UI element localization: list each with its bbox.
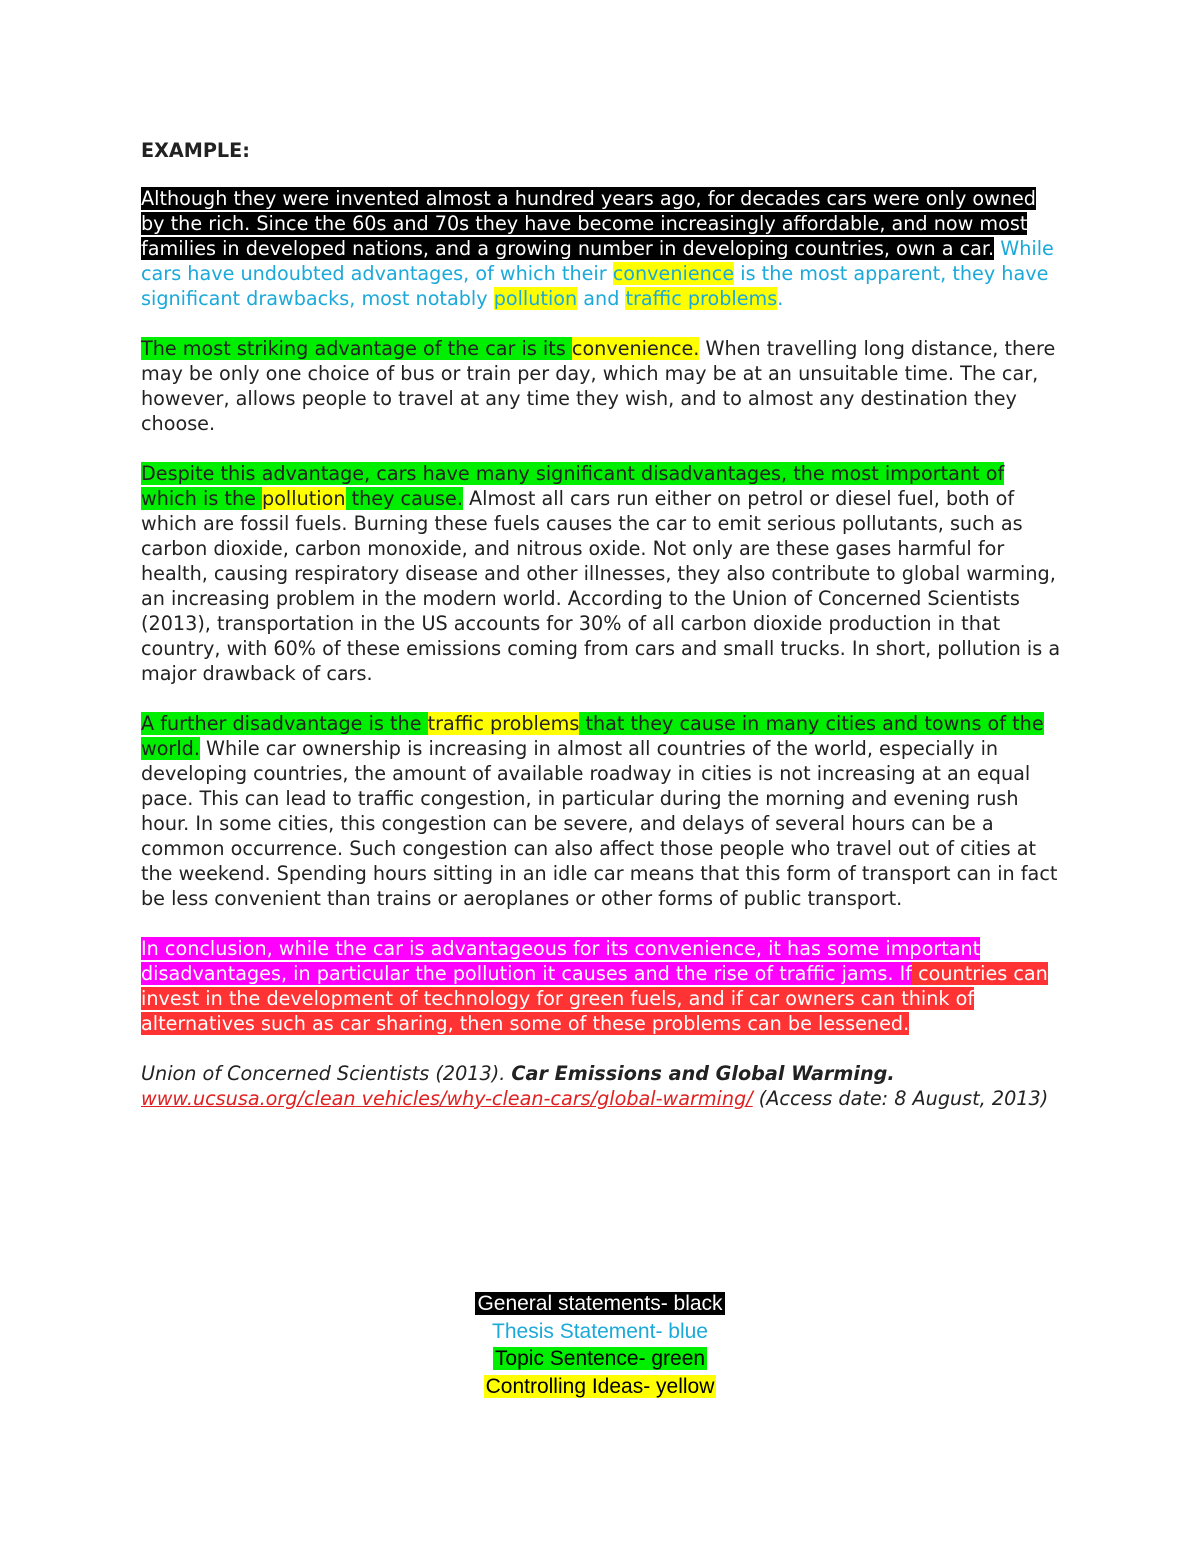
thesis-text-4: . bbox=[777, 287, 784, 310]
reference-author: Union of Concerned Scientists (2013). bbox=[141, 1062, 512, 1085]
supporting-text-2: Almost all cars run either on petrol or diesel fuel, both of which are fossil fuels. Burning these fuels causes the car to emit serious pollutants, such as carbon dioxide, carbon monoxide, and nitrous oxide. Not only are these gases harmful for health, causing respiratory disease and other illnesses, they also contribute to global warming, an increasing problem in the modern world. According to the Union of Concerned Scientists (2013), transportation in the US accounts for 30% of all carbon dioxide production in that country, with 60% of these emissions coming from cars and small trucks. In short, pollution is a major drawback of cars. bbox=[141, 487, 1061, 685]
reference-title: Car Emissions and Global Warming. bbox=[511, 1062, 895, 1085]
conclusion-summary: In conclusion, while the car is advantageous for its convenience, it has some important disadvantages, in particular the pollution it causes and the rise of traffic jams. If bbox=[141, 937, 981, 985]
controlling-idea-1: convenience. bbox=[571, 337, 700, 360]
essay-body bbox=[141, 138, 1061, 1136]
topic-sentence-1: The most striking advantage of the car is its bbox=[141, 337, 572, 360]
conclusion-final-thought: countries can invest in the development of technology for green fuels, and if car owners can think of alternatives such as car sharing, then some of these problems can be lessened. bbox=[141, 962, 1048, 1035]
thesis-text-1: While cars have undoubted advantages, of which their bbox=[141, 237, 1054, 285]
body-paragraph-3 bbox=[141, 711, 1061, 911]
general-statements: Although they were invented almost a hundred years ago, for decades cars were only owned by the rich. Since the 60s and 70s they have become increasingly affordable, and now most families in developed nations, and a growing number in developing countries, own a car. bbox=[141, 187, 1036, 260]
topic-sentence-2a: Despite this advantage, cars have many significant disadvantages, the most important of which is the bbox=[141, 462, 1005, 510]
supporting-text-3: While car ownership is increasing in almost all countries of the world, especially in developing countries, the amount of available roadway in cities is not increasing at an equal pace. This can lead to traffic congestion, in particular during the morning and evening rush hour. In some cities, this congestion can be severe, and delays of several hours can be a common occurrence. Such congestion can also affect those people who travel out of cities at the weekend. Spending hours sitting in an idle car means that this form of transport can in fact be less convenient than trains or aeroplanes or other forms of public transport. bbox=[141, 737, 1058, 910]
reference-access-date: (Access date: 8 August, 2013) bbox=[752, 1087, 1049, 1110]
topic-sentence-2b: they cause. bbox=[345, 487, 463, 510]
controlling-idea-2: pollution bbox=[262, 487, 346, 510]
thesis-text-2: is the most apparent, they have significant drawbacks, most notably bbox=[141, 262, 1049, 310]
legend-thesis: Thesis Statement- blue bbox=[492, 1319, 708, 1343]
legend-controlling: Controlling Ideas- yellow bbox=[485, 1374, 715, 1398]
body-paragraph-1 bbox=[141, 336, 1061, 436]
thesis-text-3: and bbox=[577, 287, 626, 310]
reference-link[interactable]: www.ucsusa.org/clean vehicles/why-clean-cars/global-warming/ bbox=[141, 1087, 753, 1110]
example-heading: EXAMPLE: bbox=[141, 139, 250, 162]
body-paragraph-2 bbox=[141, 461, 1061, 686]
conclusion-paragraph bbox=[141, 936, 1061, 1036]
controlling-idea-3: traffic problems bbox=[427, 712, 580, 735]
intro-paragraph bbox=[141, 186, 1061, 311]
reference-entry bbox=[141, 1061, 1061, 1111]
legend-topic: Topic Sentence- green bbox=[494, 1347, 706, 1370]
color-legend bbox=[0, 1290, 1200, 1400]
controlling-idea-convenience: convenience bbox=[612, 262, 735, 285]
topic-sentence-3a: A further disadvantage is the bbox=[141, 712, 428, 735]
legend-general: General statements- black bbox=[477, 1292, 723, 1315]
topic-sentence-3b: that they cause in many cities and towns of the world. bbox=[141, 712, 1044, 760]
controlling-idea-pollution: pollution bbox=[493, 287, 578, 310]
supporting-text-1: When travelling long distance, there may be only one choice of bus or train per day, which may be at an unsuitable time. The car, however, allows people to travel at any time they wish, and to almost any destination they choose. bbox=[141, 337, 1056, 435]
controlling-idea-traffic: traffic problems bbox=[625, 287, 778, 310]
